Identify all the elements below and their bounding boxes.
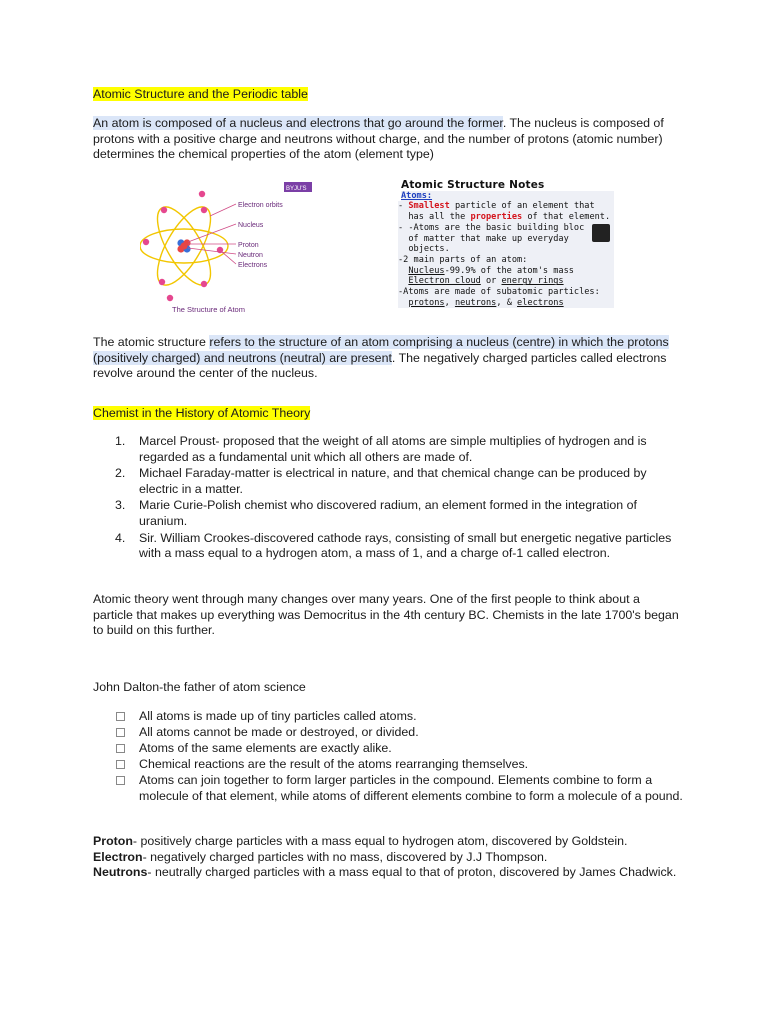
atom-structure-figure xyxy=(140,180,320,320)
label-neutron: Neutron xyxy=(238,252,263,259)
atomic-structure-notes-figure: Atomic Structure Notes Atoms: - Smallest particle of an element that has all the properties of that element. - -Atoms are the basic building bloc of matter that make up everyday objects. -2 main parts of an atom: Nucleus-99.9% of the atom's mass Electron cloud or energy rings -Atoms are made of subatomic particles: protons, neutrons, & electrons xyxy=(398,176,614,320)
paragraph-atomic-theory: Atomic theory went through many changes over many years. One of the first people to think about a particle that makes up everything was Democritus in the 4th century BC. Chemists in the late 1700's began to build on this further. xyxy=(93,592,679,638)
electron xyxy=(167,295,173,301)
paragraph-atomic-structure: The atomic structure refers to the structure of an atom comprising a nucleus (centre) in which the protons (positively charged) and neutrons (neutral) are present. The negatively charged particles called electrons revolve around the center of the nucleus. xyxy=(93,335,669,381)
label-electron-orbits: Electron orbits xyxy=(238,202,283,209)
list-item: 2. Michael Faraday-matter is electrical in nature, and that chemical change can be produced by electric in a matter. xyxy=(115,466,647,496)
dalton-points-list xyxy=(93,709,683,805)
notes-title: Atomic Structure Notes xyxy=(401,179,545,191)
label-electrons: Electrons xyxy=(238,262,268,269)
figure-caption: The Structure of Atom xyxy=(172,305,245,314)
byjus-logo-text: BYJU'S xyxy=(286,186,307,192)
list-item: All atoms cannot be made or destroyed, or divided. xyxy=(93,725,683,741)
label-proton: Proton xyxy=(238,242,259,249)
checkbox-icon xyxy=(116,760,125,769)
label-leader xyxy=(188,248,236,254)
list-item: 4. Sir. William Crookes-discovered cathode rays, consisting of small but energetic negative particles with a mass equal to a hydrogen atom, a mass of 1, and a charge of-1 called electron. xyxy=(115,530,672,561)
notes-heading: Atoms: xyxy=(401,190,433,201)
label-leader xyxy=(210,204,236,216)
definition-neutron: Neutrons- neutrally charged particles with a mass equal to that of proton, discovered by James Chadwick. xyxy=(93,865,677,880)
electron xyxy=(159,279,165,285)
list-item: All atoms is made up of tiny particles called atoms. xyxy=(93,709,683,725)
paragraph-atom-intro: An atom is composed of a nucleus and electrons that go around the former. The nucleus is composed of protons with a positive charge and neutrons without charge, and the number of protons (atomic number) determines the chemical properties of the atom (element type) xyxy=(93,116,664,162)
list-item: Atoms of the same elements are exactly alike. xyxy=(93,741,683,757)
video-thumbnail-icon xyxy=(592,224,610,242)
checkbox-icon xyxy=(116,712,125,721)
list-item: 3. Marie Curie-Polish chemist who discovered radium, an element formed in the integration of uranium. xyxy=(115,498,637,528)
particle-definitions xyxy=(93,834,683,881)
electron xyxy=(199,191,205,197)
definition-electron: Electron- negatively charged particles with no mass, discovered by J.J Thompson. xyxy=(93,849,548,864)
dalton-heading: John Dalton-the father of atom science xyxy=(93,680,306,694)
electron xyxy=(201,207,207,213)
atom-diagram xyxy=(140,180,320,320)
checkbox-icon xyxy=(116,776,125,785)
checkbox-icon xyxy=(116,728,125,737)
list-item: 1. Marcel Proust- proposed that the weight of all atoms are simple multiplies of hydrogen and is regarded as a fundamental unit which all others are made of. xyxy=(115,434,647,464)
list-item: Chemical reactions are the result of the atoms rearranging themselves. xyxy=(93,757,683,773)
chemists-list xyxy=(93,434,683,563)
electron xyxy=(201,281,207,287)
checkbox-icon xyxy=(116,744,125,753)
section-heading-chemists: Chemist in the History of Atomic Theory xyxy=(93,406,311,420)
label-nucleus: Nucleus xyxy=(238,222,264,229)
section-heading-atomic-structure: Atomic Structure and the Periodic table xyxy=(93,87,308,101)
electron xyxy=(161,207,167,213)
electron xyxy=(143,239,149,245)
list-item: Atoms can join together to form larger particles in the compound. Elements combine to form a molecule of that element, while atoms of different elements combine to form a molecule of a pound. xyxy=(93,773,683,804)
definition-proton: Proton- positively charge particles with a mass equal to hydrogen atom, discovered by Goldstein. xyxy=(93,834,628,848)
